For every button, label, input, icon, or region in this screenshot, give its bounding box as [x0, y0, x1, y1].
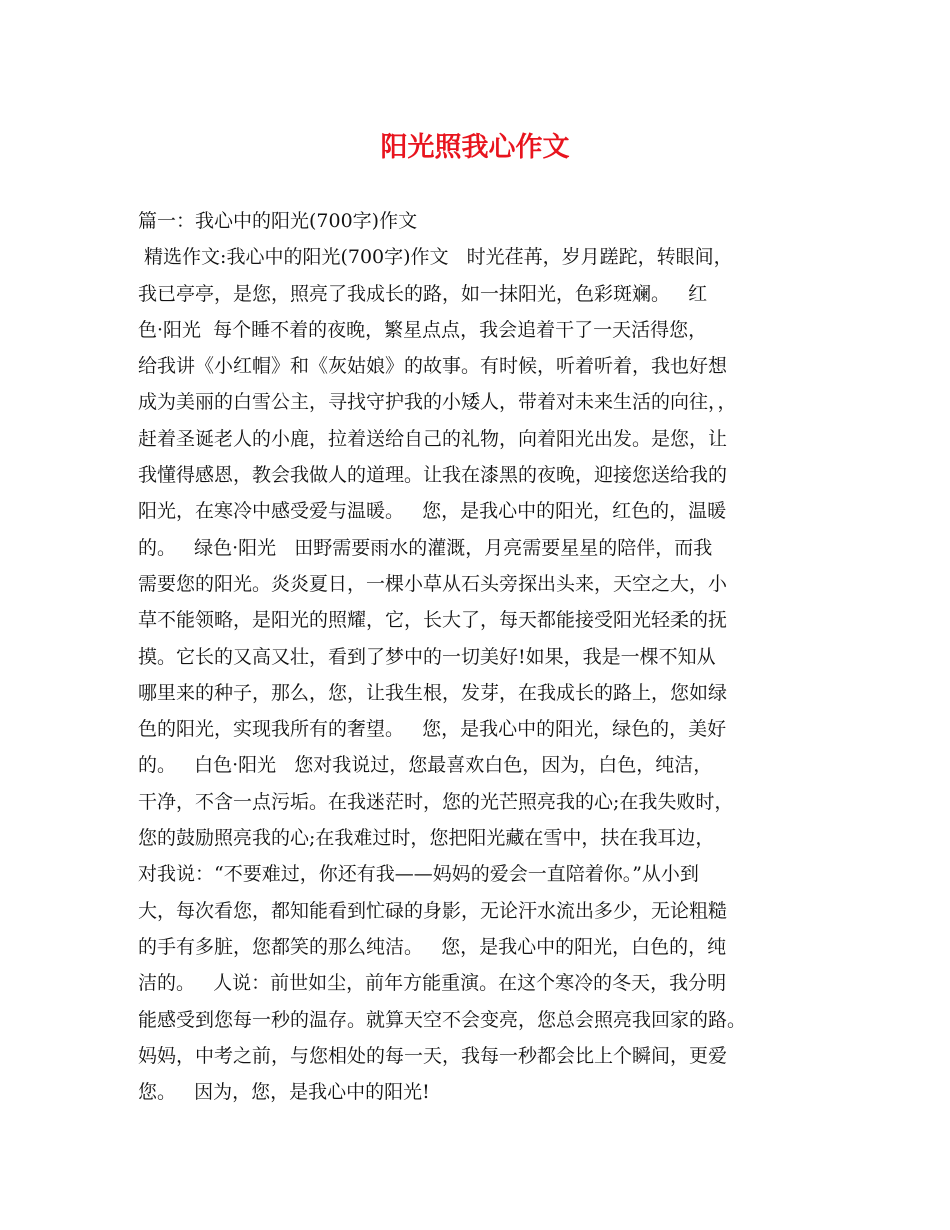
body-line: 干净，不含一点污垢。在我迷茫时，您的光芒照亮我的心;在我失败时，	[138, 790, 734, 813]
body-line: 哪里来的种子，那么，您，让我生根，发芽，在我成长的路上，您如绿	[138, 681, 728, 704]
body-line: 赶着圣诞老人的小鹿，拉着送给自己的礼物，向着阳光出发。是您，让	[138, 427, 728, 450]
body-line: 需要您的阳光。炎炎夏日，一棵小草从石头旁探出头来，天空之大，小	[138, 572, 728, 595]
body-line: 摸。它长的又高又壮，看到了梦中的一切美好!如果，我是一棵不知从	[138, 645, 716, 668]
body-line: 妈妈，中考之前，与您相处的每一天，我每一秒都会比上个瞬间，更爱	[138, 1044, 728, 1067]
body-line: 我懂得感恩，教会我做人的道理。让我在漆黑的夜晚，迎接您送给我的	[138, 464, 728, 487]
body-line: 色的阳光，实现我所有的奢望。 您，是我心中的阳光，绿色的，美好	[138, 718, 727, 741]
body-line: 您的鼓励照亮我的心;在我难过时，您把阳光藏在雪中，扶在我耳边，	[138, 827, 715, 850]
body-line: 我已亭亭，是您，照亮了我成长的路，如一抹阳光，色彩斑斓。 红	[138, 282, 708, 305]
body-line: 的。 绿色·阳光 田野需要雨水的灌溉，月亮需要星星的陪伴，而我	[138, 536, 713, 559]
body-line: 色·阳光 每个睡不着的夜晚，繁星点点，我会追着干了一天活得您，	[138, 318, 708, 341]
body-line: 能感受到您每一秒的温存。就算天空不会变亮，您总会照亮我回家的路。	[138, 1008, 747, 1031]
document-title: 阳光照我心作文	[380, 132, 570, 163]
body-line: 的手有多脏，您都笑的那么纯洁。 您，是我心中的阳光，白色的，纯	[138, 935, 727, 958]
body-line: 篇一：我心中的阳光(700字)作文	[138, 210, 418, 232]
body-line: 精选作文:我心中的阳光(700字)作文 时光荏苒，岁月蹉跎，转眼间，	[138, 246, 733, 269]
body-line: 大，每次看您，都知能看到忙碌的身影，无论汗水流出多少，无论粗糙	[138, 899, 728, 922]
body-line: 的。 白色·阳光 您对我说过，您最喜欢白色，因为，白色，纯洁，	[138, 754, 713, 777]
body-line: 您。 因为，您，是我心中的阳光!	[138, 1081, 430, 1104]
body-line: 阳光，在寒冷中感受爱与温暖。 您，是我心中的阳光，红色的，温暖	[138, 500, 727, 523]
body-line: 草不能领略，是阳光的照耀，它，长大了，每天都能接受阳光轻柔的抚	[138, 609, 728, 632]
body-line: 给我讲《小红帽》和《灰姑娘》的故事。有时候，听着听着，我也好想	[138, 355, 728, 378]
body-line: 洁的。 人说：前世如尘，前年方能重演。在这个寒冷的冬天，我分明	[138, 972, 727, 995]
body-line: 成为美丽的白雪公主，寻找守护我的小矮人，带着对未来生活的向往，，	[138, 391, 737, 414]
body-line: 对我说：“不要难过，你还有我——妈妈的爱会一直陪着你。”从小到	[138, 863, 699, 886]
document-body	[138, 203, 838, 1110]
